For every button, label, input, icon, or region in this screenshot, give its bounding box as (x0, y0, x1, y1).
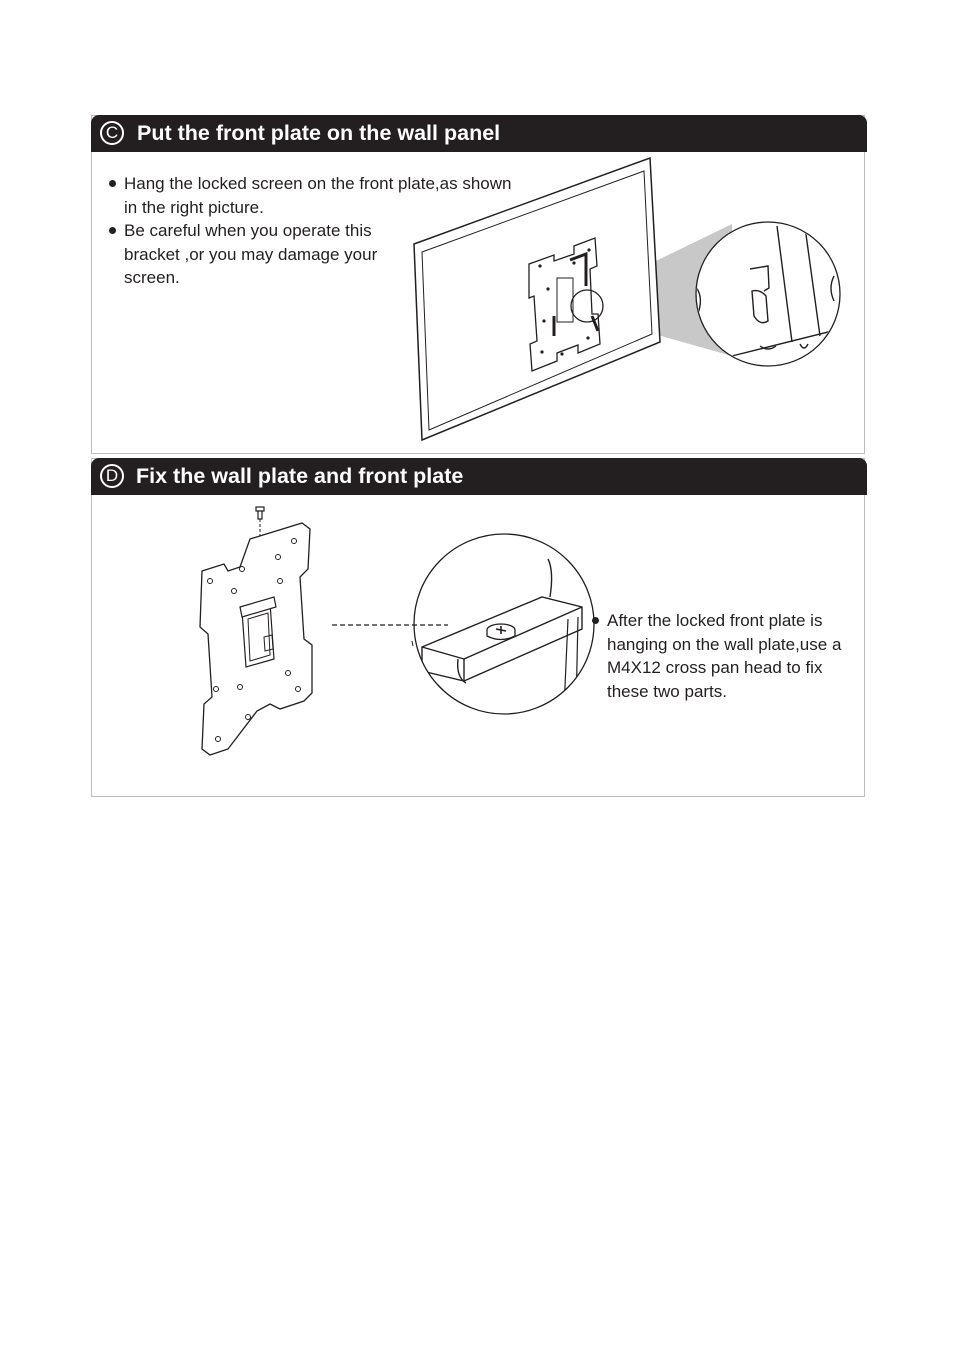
section-d-letter-badge: D (100, 464, 124, 488)
section-c-bullet-1: Hang the locked screen on the front plate,as shown in the right picture. (107, 172, 524, 219)
section-c (91, 115, 865, 454)
wall-plate-screw-illustration (92, 459, 866, 798)
section-d-bullet-1: After the locked front plate is hanging on the wall plate,use a M4X12 cross pan head to fix these two parts. (590, 609, 860, 703)
section-c-bullet-2: Be careful when you operate this bracket ,or you may damage your screen. (107, 219, 414, 290)
tv-on-bracket-illustration (92, 116, 866, 455)
section-c-letter-badge: C (100, 121, 124, 145)
section-d-title: Fix the wall plate and front plate (136, 464, 464, 488)
section-c-title: Put the front plate on the wall panel (137, 121, 501, 145)
section-d (91, 458, 865, 797)
